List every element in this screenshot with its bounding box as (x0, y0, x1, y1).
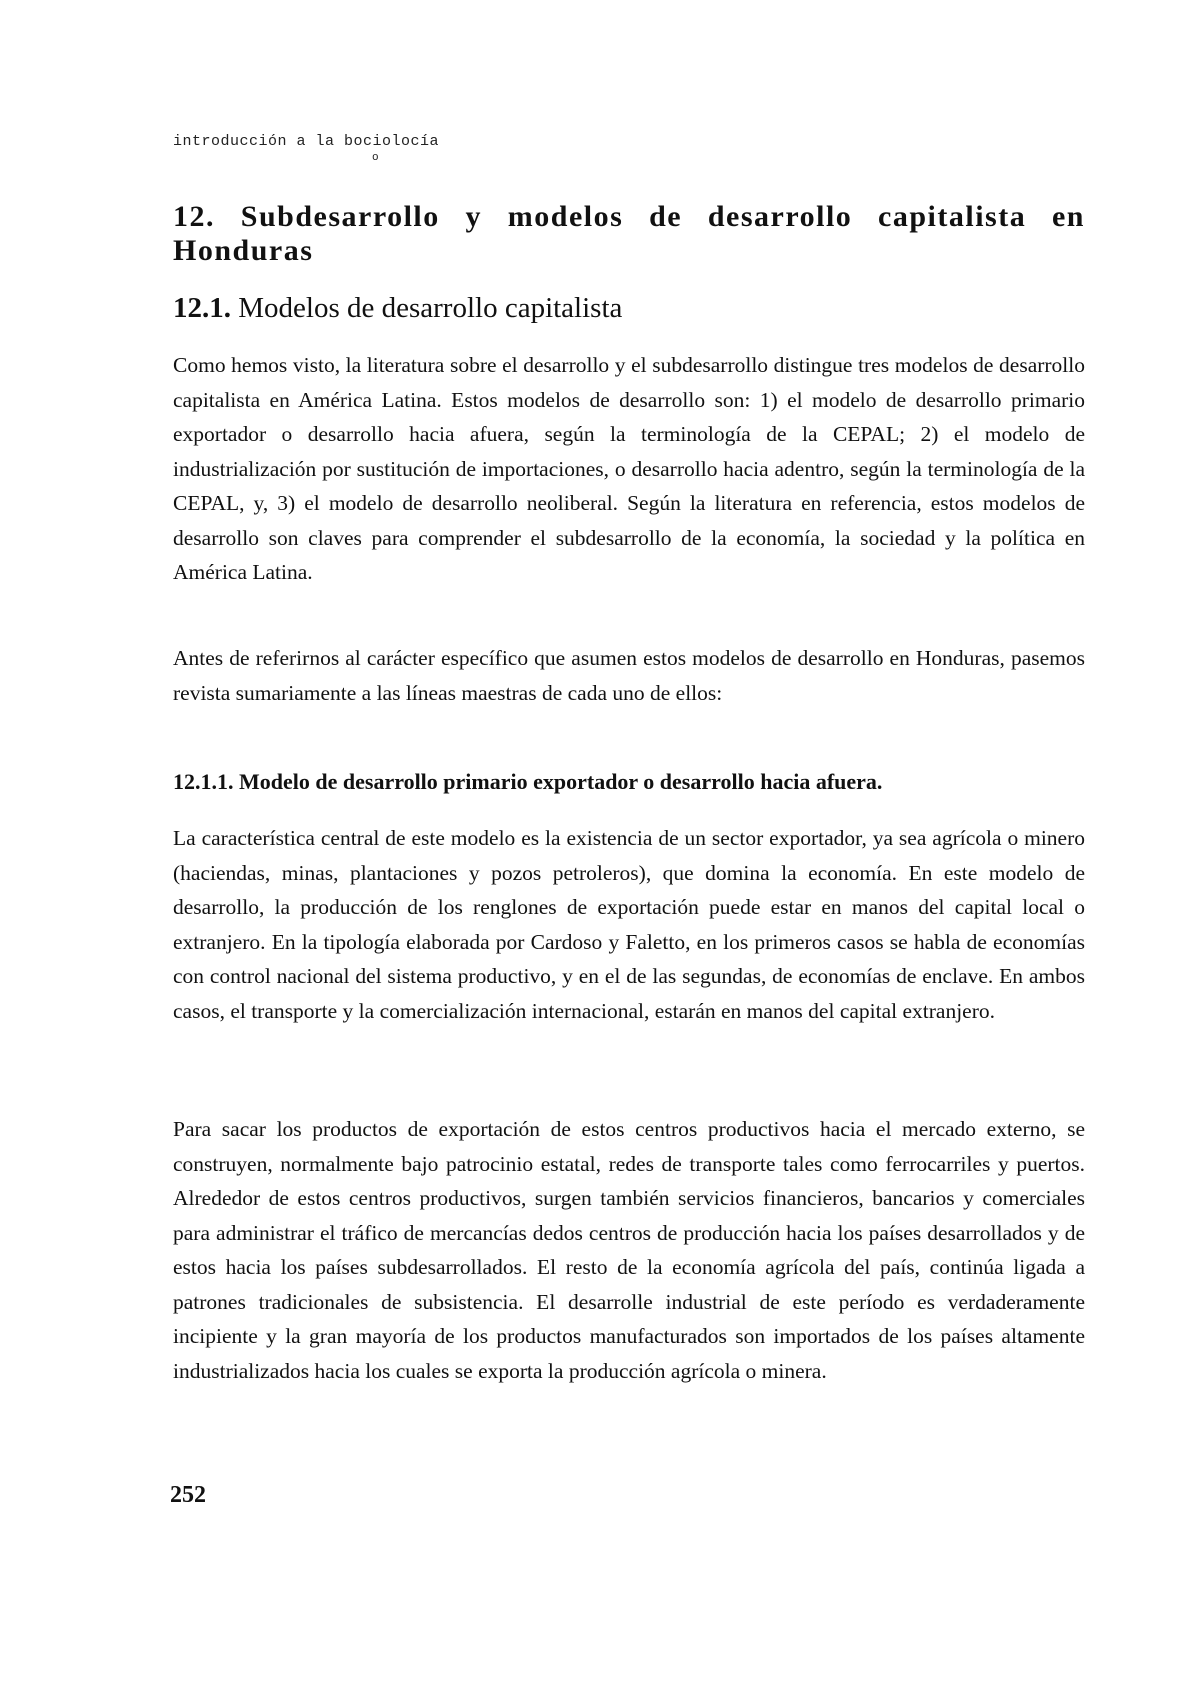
running-header: introducción a la bociolocía (173, 133, 440, 150)
paragraph-review: Antes de referirnos al carácter específico que asumen estos modelos de desarrollo en Honduras, pasemos revista sumariamente a las líneas maestras de cada uno de ellos: (173, 646, 1085, 705)
section-number: 12.1. (173, 292, 231, 324)
section-title (173, 291, 622, 325)
chapter-title: 12. Subdesarrollo y modelos de desarrollo capitalista en Honduras (173, 200, 1085, 267)
subsection-title: 12.1.1. Modelo de desarrollo primario exportador o desarrollo hacia afuera. (173, 769, 883, 794)
section-title-text: Modelos de desarrollo capitalista (238, 292, 623, 324)
paragraph-export-sector: La característica central de este modelo es la existencia de un sector exportador, ya sea agrícola o minero (haciendas, minas, plantaciones y pozos petroleros), que domina la economía. En este modelo de desarrollo, la producción de los renglones de exportación puede estar en manos del capital local o extranjero. En la tipología elaborada por Cardoso y Faletto, en los primeros casos se habla de economías con control nacional del sistema productivo, y en el de las segundas, de economías de enclave. En ambos casos, el transporte y la comercialización internacional, estarán en manos del capital extranjero. (173, 826, 1085, 1023)
paragraph-models-intro: Como hemos visto, la literatura sobre el desarrollo y el subdesarrollo distingue tres modelos de desarrollo capitalista en América Latina. Estos modelos de desarrollo son: 1) el modelo de desarrollo primario exportador o desarrollo hacia afuera, según la terminología de la CEPAL; 2) el modelo de industrialización por sustitución de importaciones, o desarrollo hacia adentro, según la terminología de la CEPAL, y, 3) el modelo de desarrollo neoliberal. Según la literatura en referencia, estos modelos de desarrollo son claves para comprender el subdesarrollo de la economía, la sociedad y la política en América Latina. (173, 353, 1085, 584)
header-mark: o (372, 152, 379, 164)
paragraph-transport-networks: Para sacar los productos de exportación de estos centros productivos hacia el mercado externo, se construyen, normalmente bajo patrocinio estatal, redes de transporte tales como ferrocarriles y puertos. Alrededor de estos centros productivos, surgen también servicios financieros, bancarios y comerciales para administrar el tráfico de mercancías dedos centros de producción hacia los países desarrollados y de estos hacia los países subdesarrollados. El resto de la economía agrícola del país, continúa ligada a patrones tradicionales de subsistencia. El desarrolle industrial de este período es verdaderamente incipiente y la gran mayoría de los productos manufacturados son importados de los países altamente industrializados hacia los cuales se exporta la producción agrícola o minera. (173, 1117, 1085, 1383)
page-number: 252 (170, 1482, 206, 1508)
